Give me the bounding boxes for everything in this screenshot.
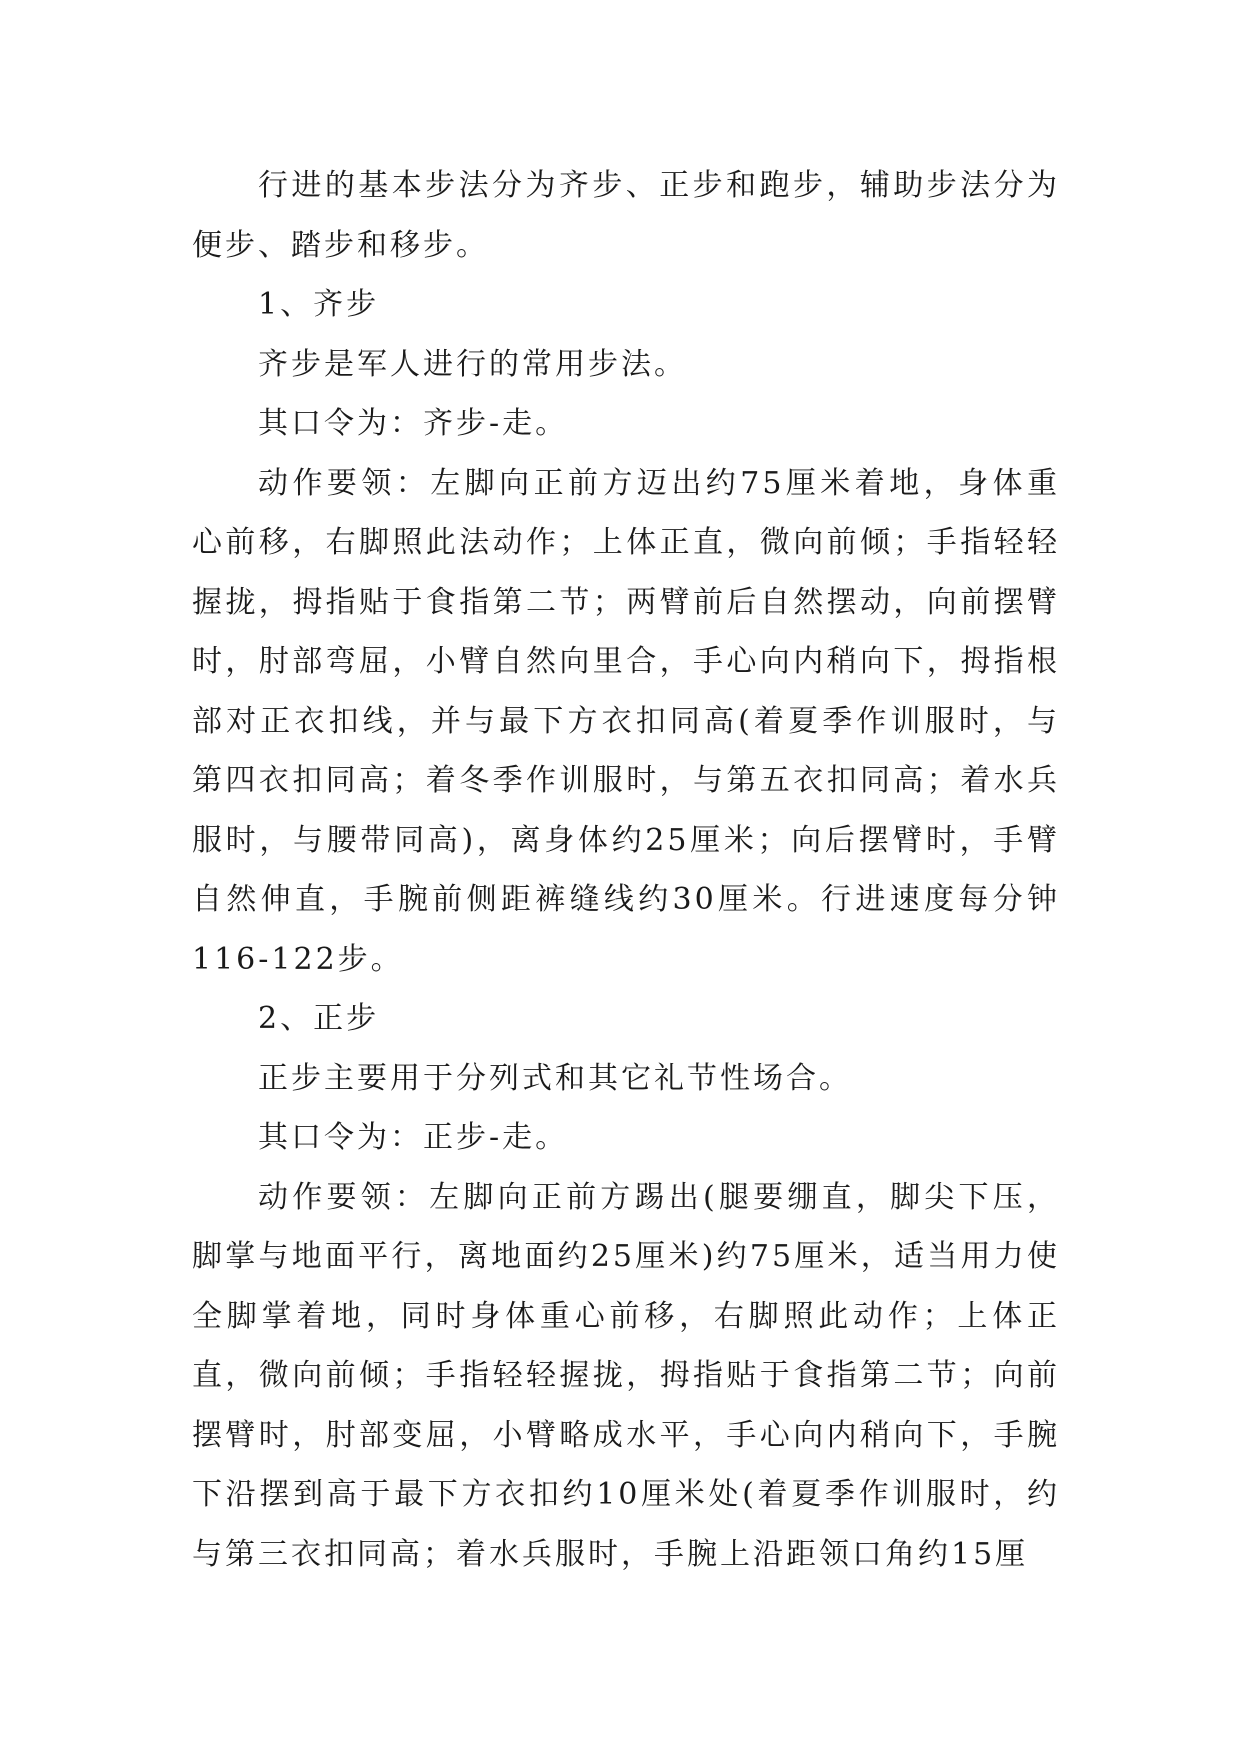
paragraph-zhengbu-command: 其口令为：正步-走。 <box>258 1120 569 1155</box>
paragraph-qibu-essentials: 动作要领：左脚向正前方迈出约75厘米着地，身体重心前移，右脚照此法动作；上体正直，微向前倾；手指轻轻握拢，拇指贴于食指第二节；两臂前后自然摆动，向前摆臂时，肘部弯屈，小臂自然向里合，手心向内稍向下，拇指根部对正衣扣线，并与最下方衣扣同高(着夏季作训服时，与第四衣扣同高；着冬季作训服时，与第五衣扣同高；着水兵服时，与腰带同高)，离身体约25厘米；向后摆臂时，手臂自然伸直，手腕前侧距裤缝线约30厘米。行进速度每分钟116-122步。 <box>192 465 1060 977</box>
paragraph-qibu-desc: 齐步是军人进行的常用步法。 <box>258 346 687 382</box>
heading-qibu: 1、齐步 <box>258 287 380 322</box>
paragraph-intro: 行进的基本步法分为齐步、正步和跑步，辅助步法分为便步、踏步和移步。 <box>192 168 1060 263</box>
paragraph-zhengbu-desc: 正步主要用于分列式和其它礼节性场合。 <box>258 1060 852 1096</box>
heading-zhengbu: 2、正步 <box>258 1001 380 1036</box>
body-text <box>192 156 1060 1584</box>
paragraph-zhengbu-essentials: 动作要领：左脚向正前方踢出(腿要绷直，脚尖下压，脚掌与地面平行，离地面约25厘米)约75厘米，适当用力使全脚掌着地，同时身体重心前移，右脚照此动作；上体正直，微向前倾；手指轻轻握拢，拇指贴于食指第二节；向前摆臂时，肘部变屈，小臂略成水平，手心向内稍向下，手腕下沿摆到高于最下方衣扣约10厘米处(着夏季作训服时，约与第三衣扣同高；着水兵服时，手腕上沿距领口角约15厘 <box>192 1179 1060 1572</box>
paragraph-qibu-command: 其口令为：齐步-走。 <box>258 406 569 441</box>
